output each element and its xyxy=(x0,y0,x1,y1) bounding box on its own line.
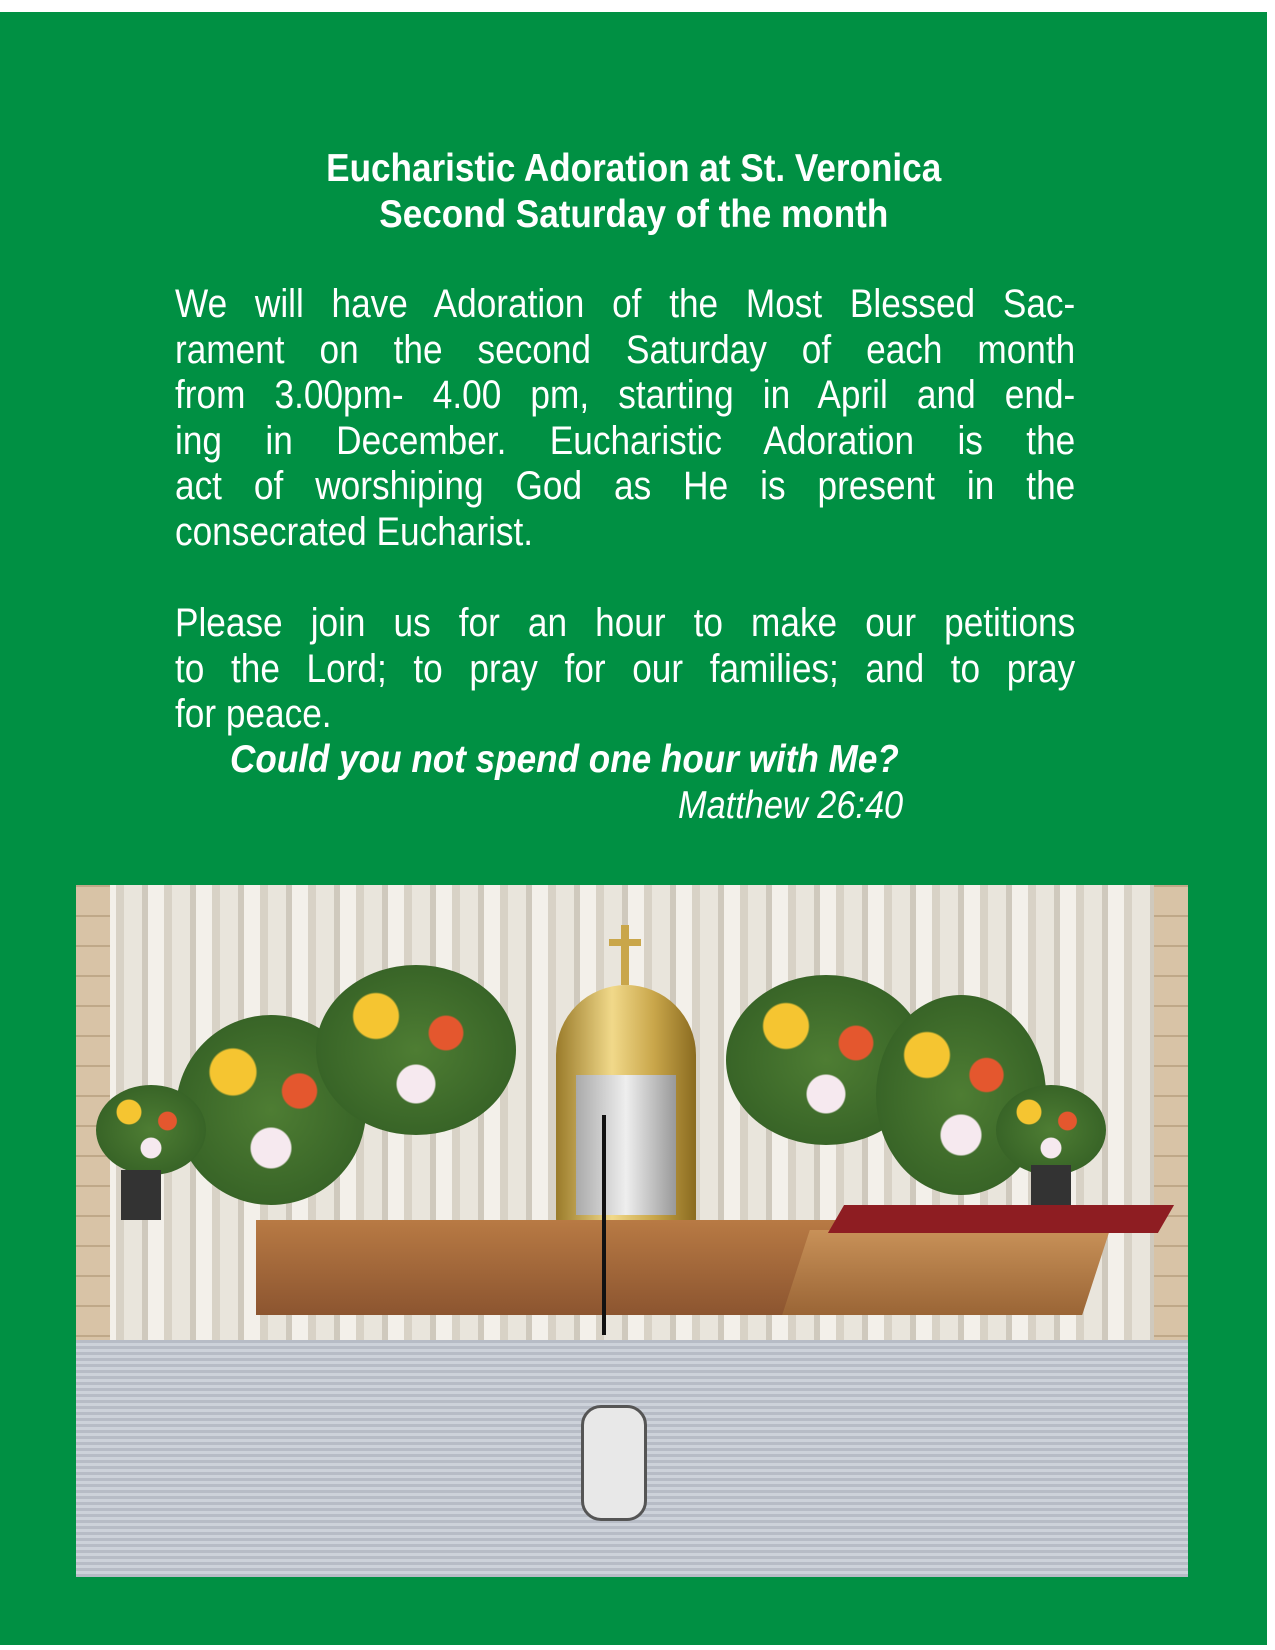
paragraph-line: act of worshiping God as He is present in the xyxy=(175,464,1076,508)
paragraph-line: rament on the second Saturday of each month xyxy=(175,327,1076,372)
lectionary-book xyxy=(828,1205,1174,1233)
paragraph-line: Please join us for an hour to make our petitions xyxy=(175,601,1076,645)
scripture-quote: Could you not spend one hour with Me? xyxy=(230,738,899,781)
flower-arrangement xyxy=(316,965,516,1135)
scripture-reference: Matthew 26:40 xyxy=(678,784,904,827)
paragraph-line: ing in December. Eucharistic Adoration is the xyxy=(175,418,1076,463)
paragraph-line: We will have Adoration of the Most Blessed Sac- xyxy=(175,282,1076,326)
title-line-1: Eucharistic Adoration at St. Veronica xyxy=(325,147,942,190)
microphone-stand xyxy=(602,1115,606,1335)
brick-wall xyxy=(1154,885,1188,1365)
paragraph-2 xyxy=(175,601,1075,738)
altar-photo xyxy=(76,885,1188,1577)
plant-pot xyxy=(121,1170,161,1220)
lectern xyxy=(782,1230,1110,1315)
tabernacle-door xyxy=(576,1075,676,1215)
potted-plant xyxy=(96,1085,206,1175)
potted-plant xyxy=(996,1085,1106,1175)
title-line-2: Second Saturday of the month xyxy=(378,193,888,236)
paragraph-1 xyxy=(175,282,1075,555)
cross-icon xyxy=(621,925,629,985)
paragraph-line: from 3.00pm- 4.00 pm, starting in April and end- xyxy=(175,373,1076,417)
lamb-of-god-emblem xyxy=(581,1405,647,1521)
paragraph-line: for peace. xyxy=(175,692,332,736)
paragraph-line: to the Lord; to pray for our families; and to pray xyxy=(175,646,1076,691)
paragraph-line: consecrated Eucharist. xyxy=(175,509,534,554)
